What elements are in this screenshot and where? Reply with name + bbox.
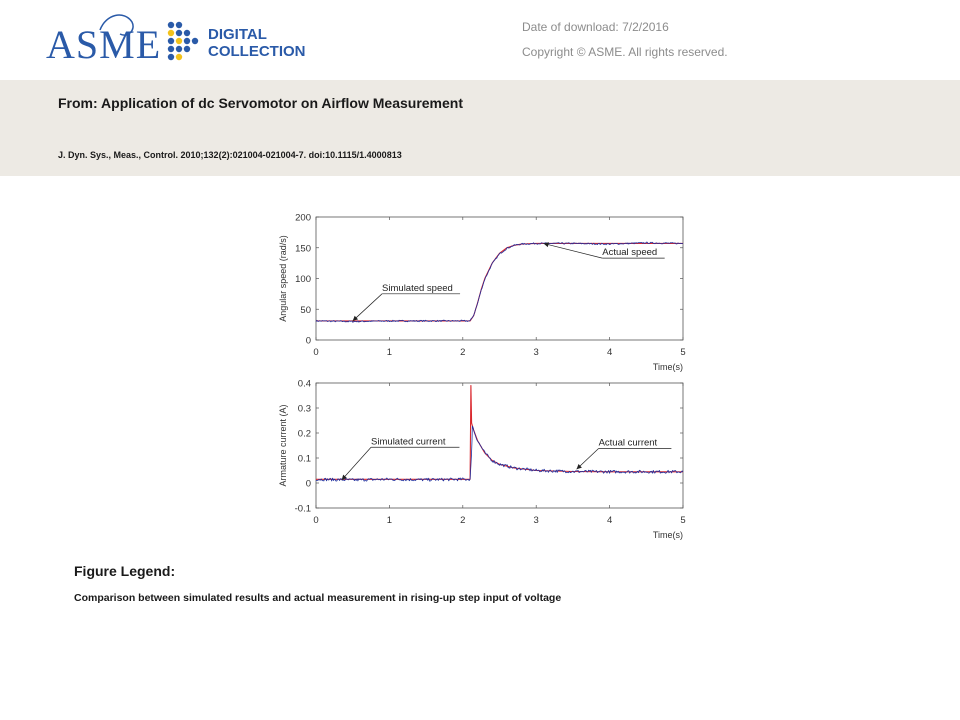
- annotation-leader: [544, 243, 603, 258]
- x-tick-label: 1: [386, 515, 393, 526]
- x-tick-label: 4: [606, 515, 613, 526]
- y-tick-label: -0.1: [294, 503, 311, 515]
- annotation-label: Simulated current: [371, 436, 446, 448]
- y-tick-label: 50: [300, 304, 311, 316]
- y-tick-label: 0.1: [297, 453, 311, 465]
- download-date: Date of download: 7/2/2016: [522, 20, 669, 34]
- x-axis-label: Time(s): [652, 530, 683, 540]
- annotation-label: Actual speed: [602, 247, 658, 259]
- x-axis-label: Time(s): [652, 362, 683, 372]
- y-axis-label: Angular speed (rad/s): [278, 235, 288, 322]
- angular-speed-plot: [278, 213, 686, 373]
- y-tick-label: 0.2: [297, 428, 311, 440]
- x-tick-label: 2: [460, 515, 466, 526]
- y-tick-label: 0: [305, 335, 311, 347]
- x-tick-label: 4: [606, 347, 613, 358]
- x-tick-label: 3: [533, 515, 539, 526]
- annotation-leader: [342, 447, 371, 480]
- x-tick-label: 0: [313, 515, 319, 526]
- y-tick-label: 150: [295, 243, 311, 255]
- y-tick-label: 200: [295, 212, 311, 224]
- x-tick-label: 1: [386, 347, 393, 358]
- y-tick-label: 0.4: [297, 378, 311, 390]
- logo-subtitle-collection: COLLECTION: [208, 43, 306, 60]
- x-tick-label: 2: [460, 347, 466, 358]
- annotation-leader: [353, 294, 382, 321]
- asme-digital-collection-logo: [40, 8, 330, 70]
- x-tick-label: 5: [680, 515, 686, 526]
- article-citation: J. Dyn. Sys., Meas., Control. 2010;132(2):021004-021004-7. doi:10.1115/1.4000813: [58, 150, 402, 160]
- x-tick-label: 0: [313, 347, 319, 358]
- copyright-notice: Copyright © ASME. All rights reserved.: [522, 45, 728, 59]
- armature-current-plot: [278, 379, 686, 541]
- figure-legend-heading: Figure Legend:: [74, 563, 176, 579]
- article-title: From: Application of dc Servomotor on Airflow Measurement: [58, 95, 463, 111]
- y-tick-label: 0.3: [297, 403, 311, 415]
- y-tick-label: 0: [305, 478, 311, 490]
- figure-image: [268, 205, 698, 550]
- annotation-label: Actual current: [598, 437, 658, 449]
- y-axis-label: Armature current (A): [278, 404, 288, 487]
- logo-subtitle-digital: DIGITAL: [208, 26, 267, 43]
- annotation-label: Simulated speed: [382, 282, 453, 294]
- x-tick-label: 3: [533, 347, 539, 358]
- figure-legend-text: Comparison between simulated results and actual measurement in rising-up step input of voltage: [74, 592, 562, 604]
- asme-logo-text: ASME: [46, 22, 162, 67]
- x-tick-label: 5: [680, 347, 686, 358]
- y-tick-label: 100: [295, 274, 311, 285]
- actual-series-line: [316, 426, 683, 481]
- asme-logo-dots: [168, 22, 198, 60]
